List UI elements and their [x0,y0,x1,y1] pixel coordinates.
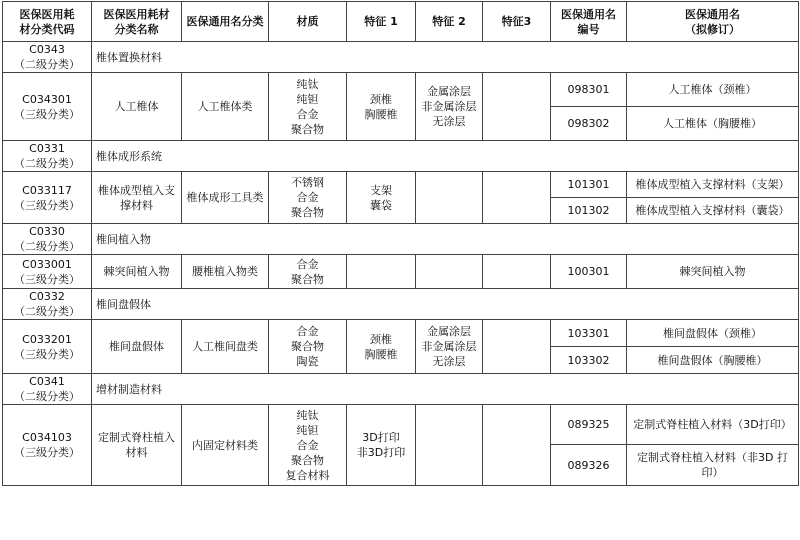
level3-name: 椎体成型植入支 撑材料 [92,172,182,224]
level2-row [3,289,799,320]
level2-name: 椎体置换材料 [92,42,799,73]
feature3 [483,405,551,486]
level2-code: C0341 （二级分类） [3,374,92,405]
generic-name: 人工椎体（胸腰椎） [627,107,799,141]
material: 不锈钢 合金 聚合物 [269,172,347,224]
material: 合金 聚合物 陶瓷 [269,320,347,374]
generic-code: 103302 [551,347,627,374]
generic-code: 098302 [551,107,627,141]
level2-name: 椎间盘假体 [92,289,799,320]
generic-name: 椎体成型植入支撑材料（囊袋） [627,198,799,224]
generic-class: 人工椎间盘类 [182,320,269,374]
generic-class: 内固定材料类 [182,405,269,486]
header-row [3,2,799,42]
generic-class: 椎体成形工具类 [182,172,269,224]
feature1: 支架 囊袋 [347,172,416,224]
generic-name: 椎间盘假体（胸腰椎） [627,347,799,374]
level2-name: 椎体成形系统 [92,141,799,172]
generic-name: 椎体成型植入支撑材料（支架） [627,172,799,198]
material: 合金 聚合物 [269,255,347,289]
level3-name: 定制式脊柱植入 材料 [92,405,182,486]
level2-code: C0330 （二级分类） [3,224,92,255]
classification-table [2,1,799,486]
generic-code: 100301 [551,255,627,289]
header-name: 医保医用耗材 分类名称 [92,2,182,42]
level2-row [3,42,799,73]
level3-row [3,405,799,445]
level2-code: C0332 （二级分类） [3,289,92,320]
level3-name: 人工椎体 [92,73,182,141]
feature2 [416,255,483,289]
feature2 [416,405,483,486]
generic-name: 人工椎体（颈椎） [627,73,799,107]
header-generic-class: 医保通用名分类 [182,2,269,42]
level3-code: C034103 （三级分类） [3,405,92,486]
generic-code: 101301 [551,172,627,198]
feature3 [483,255,551,289]
level3-code: C033117 （三级分类） [3,172,92,224]
level2-row [3,374,799,405]
feature1: 颈椎 胸腰椎 [347,73,416,141]
generic-code: 103301 [551,320,627,347]
level2-row [3,141,799,172]
feature2: 金属涂层 非金属涂层 无涂层 [416,320,483,374]
level2-row [3,224,799,255]
feature2 [416,172,483,224]
header-feature1: 特征 1 [347,2,416,42]
level2-name: 椎间植入物 [92,224,799,255]
header-material: 材质 [269,2,347,42]
level3-name: 椎间盘假体 [92,320,182,374]
generic-name: 定制式脊柱植入材料（非3D 打 印） [627,445,799,486]
level3-row [3,255,799,289]
level3-row [3,172,799,198]
level3-row [3,320,799,347]
feature3 [483,73,551,141]
level2-code: C0343 （二级分类） [3,42,92,73]
feature1 [347,255,416,289]
generic-code: 098301 [551,73,627,107]
header-feature2: 特征 2 [416,2,483,42]
generic-class: 腰椎植入物类 [182,255,269,289]
feature1: 3D打印 非3D打印 [347,405,416,486]
generic-name: 定制式脊柱植入材料（3D打印） [627,405,799,445]
header-code: 医保医用耗 材分类代码 [3,2,92,42]
generic-name: 棘突间植入物 [627,255,799,289]
material: 纯钛 纯钽 合金 聚合物 复合材料 [269,405,347,486]
material: 纯钛 纯钽 合金 聚合物 [269,73,347,141]
header-generic-code: 医保通用名 编号 [551,2,627,42]
generic-code: 089326 [551,445,627,486]
feature2: 金属涂层 非金属涂层 无涂层 [416,73,483,141]
feature3 [483,320,551,374]
feature3 [483,172,551,224]
header-feature3: 特征3 [483,2,551,42]
level3-name: 棘突间植入物 [92,255,182,289]
generic-class: 人工椎体类 [182,73,269,141]
level2-code: C0331 （二级分类） [3,141,92,172]
level3-row [3,73,799,107]
level3-code: C033201 （三级分类） [3,320,92,374]
level2-name: 增材制造材料 [92,374,799,405]
feature1: 颈椎 胸腰椎 [347,320,416,374]
generic-name: 椎间盘假体（颈椎） [627,320,799,347]
generic-code: 089325 [551,405,627,445]
header-generic-name: 医保通用名 （拟修订） [627,2,799,42]
level3-code: C034301 （三级分类） [3,73,92,141]
generic-code: 101302 [551,198,627,224]
level3-code: C033001 （三级分类） [3,255,92,289]
